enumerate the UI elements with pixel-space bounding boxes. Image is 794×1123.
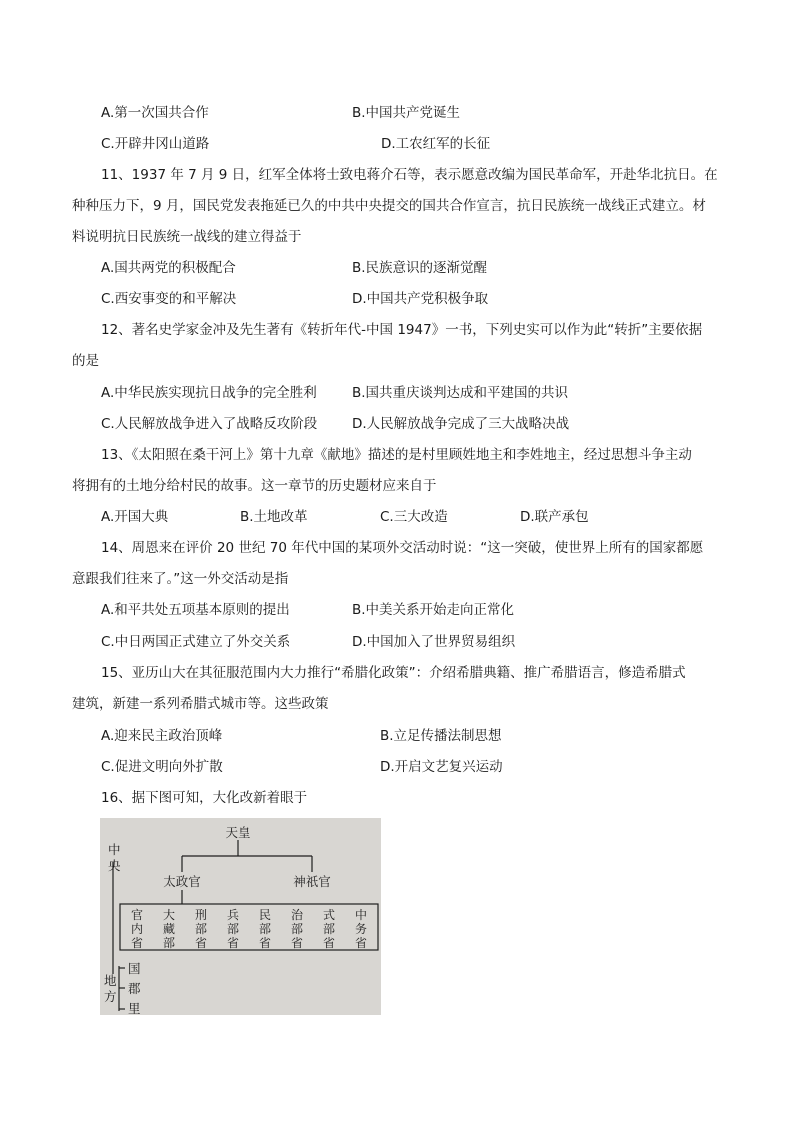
q11-option-d[interactable]: D.中国共产党积极争取 [352, 291, 489, 307]
ministry-8-char-2: 务 [354, 922, 368, 936]
local-unit-3: 里 [128, 1001, 141, 1015]
q12-option-c[interactable]: C.人民解放战争进入了战略反攻阶段 [101, 416, 318, 432]
ministry-4-char-1: 兵 [226, 908, 240, 922]
q11-option-b[interactable]: B.民族意识的逐渐觉醒 [352, 260, 488, 276]
q11-stem-line-1: 11、1937 年 7 月 9 日，红军全体将士致电蒋介石等，表示愿意改编为国民革命军，开赴华北抗日。在 [101, 167, 718, 183]
q10-option-a[interactable]: A.第一次国共合作 [101, 105, 209, 121]
q13-stem-line-2: 将拥有的土地分给村民的故事。这一章节的历史题材应来自于 [72, 478, 437, 494]
ministry-3-char-2: 部 [194, 922, 208, 936]
ministry-7-char-1: 式 [322, 908, 336, 922]
ministry-1-char-2: 内 [130, 922, 144, 936]
q12-stem-line-2: 的是 [72, 353, 99, 369]
local-unit-2: 郡 [128, 981, 141, 996]
ministry-3-char-3: 省 [194, 936, 208, 950]
local-label-1: 地 [104, 973, 117, 988]
ministry-5-char-1: 民 [258, 908, 272, 922]
ministry-5-char-2: 部 [258, 922, 272, 936]
q11-stem-line-2: 种种压力下，9 月，国民党发表拖延已久的中共中央提交的国共合作宣言，抗日民族统一战线正式建立。材 [72, 198, 706, 214]
q12-option-a[interactable]: A.中华民族实现抗日战争的完全胜利 [101, 385, 317, 401]
ministry-4-char-2: 部 [226, 922, 240, 936]
q12-option-b[interactable]: B.国共重庆谈判达成和平建国的共识 [352, 385, 569, 401]
ministry-1-char-1: 官 [130, 908, 144, 922]
q11-option-a[interactable]: A.国共两党的积极配合 [101, 260, 236, 276]
q15-stem-line-1: 15、亚历山大在其征服范围内大力推行“希腊化政策”：介绍希腊典籍、推广希腊语言，修造希腊式 [101, 665, 686, 681]
taika-structure-figure [100, 818, 381, 1015]
ministry-4-char-3: 省 [226, 936, 240, 950]
q15-option-d[interactable]: D.开启文艺复兴运动 [380, 759, 503, 775]
q13-option-b[interactable]: B.土地改革 [240, 509, 308, 525]
q10-option-b[interactable]: B.中国共产党诞生 [352, 105, 461, 121]
ministry-5-char-3: 省 [258, 936, 272, 950]
central-label-2: 央 [108, 858, 121, 873]
ministry-6-char-2: 部 [290, 922, 304, 936]
q12-option-d[interactable]: D.人民解放战争完成了三大战略决战 [352, 416, 570, 432]
top-label: 天皇 [225, 825, 251, 840]
q10-option-c[interactable]: C.开辟井冈山道路 [101, 136, 210, 152]
q11-stem-line-3: 料说明抗日民族统一战线的建立得益于 [72, 229, 302, 245]
ministry-1-char-3: 省 [130, 936, 144, 950]
local-label-2: 方 [104, 989, 117, 1004]
q13-option-a[interactable]: A.开国大典 [101, 509, 169, 525]
ministry-2-char-3: 部 [162, 936, 176, 950]
q13-stem-line-1: 13、《太阳照在桑干河上》第十九章《献地》描述的是村里顾姓地主和李姓地主，经过思想斗争主动 [101, 447, 692, 463]
central-label-1: 中 [108, 842, 121, 857]
q15-option-c[interactable]: C.促进文明向外扩散 [101, 759, 223, 775]
ministry-8-char-3: 省 [354, 936, 368, 950]
q15-stem-line-2: 建筑，新建一系列希腊式城市等。这些政策 [72, 696, 329, 712]
q14-stem-line-1: 14、周恩来在评价 20 世纪 70 年代中国的某项外交活动时说：“这一突破，使世界上所有的国家都愿 [101, 540, 704, 556]
q11-option-c[interactable]: C.西安事变的和平解决 [101, 291, 237, 307]
q13-option-d[interactable]: D.联产承包 [520, 509, 589, 525]
q14-stem-line-2: 意跟我们往来了。”这一外交活动是指 [72, 571, 289, 587]
q14-option-d[interactable]: D.中国加入了世界贸易组织 [352, 634, 516, 650]
q12-stem-line-1: 12、著名史学家金冲及先生著有《转折年代-中国 1947》一书，下列史实可以作为此“转折”主要依据 [101, 322, 703, 338]
right-branch-label: 神祇官 [293, 874, 331, 889]
q15-option-b[interactable]: B.立足传播法制思想 [380, 728, 502, 744]
ministry-8-char-1: 中 [354, 908, 368, 922]
q13-option-c[interactable]: C.三大改造 [380, 509, 448, 525]
ministry-6-char-1: 治 [290, 908, 304, 922]
ministry-2-char-1: 大 [162, 908, 176, 922]
q14-option-b[interactable]: B.中美关系开始走向正常化 [352, 602, 515, 618]
q14-option-c[interactable]: C.中日两国正式建立了外交关系 [101, 634, 291, 650]
ministry-6-char-3: 省 [290, 936, 304, 950]
structure-diagram [100, 818, 381, 1015]
local-unit-1: 国 [128, 961, 141, 976]
ministry-7-char-3: 省 [322, 936, 336, 950]
q14-option-a[interactable]: A.和平共处五项基本原则的提出 [101, 602, 290, 618]
ministry-columns [131, 907, 367, 950]
ministry-2-char-2: 藏 [162, 922, 176, 936]
left-branch-label: 太政官 [163, 874, 201, 889]
q16-stem-line-1: 16、据下图可知，大化改新着眼于 [101, 790, 308, 806]
ministry-7-char-2: 部 [322, 922, 336, 936]
q15-option-a[interactable]: A.迎来民主政治顶峰 [101, 728, 223, 744]
q10-option-d[interactable]: D.工农红军的长征 [381, 136, 491, 152]
ministry-3-char-1: 刑 [194, 908, 208, 922]
